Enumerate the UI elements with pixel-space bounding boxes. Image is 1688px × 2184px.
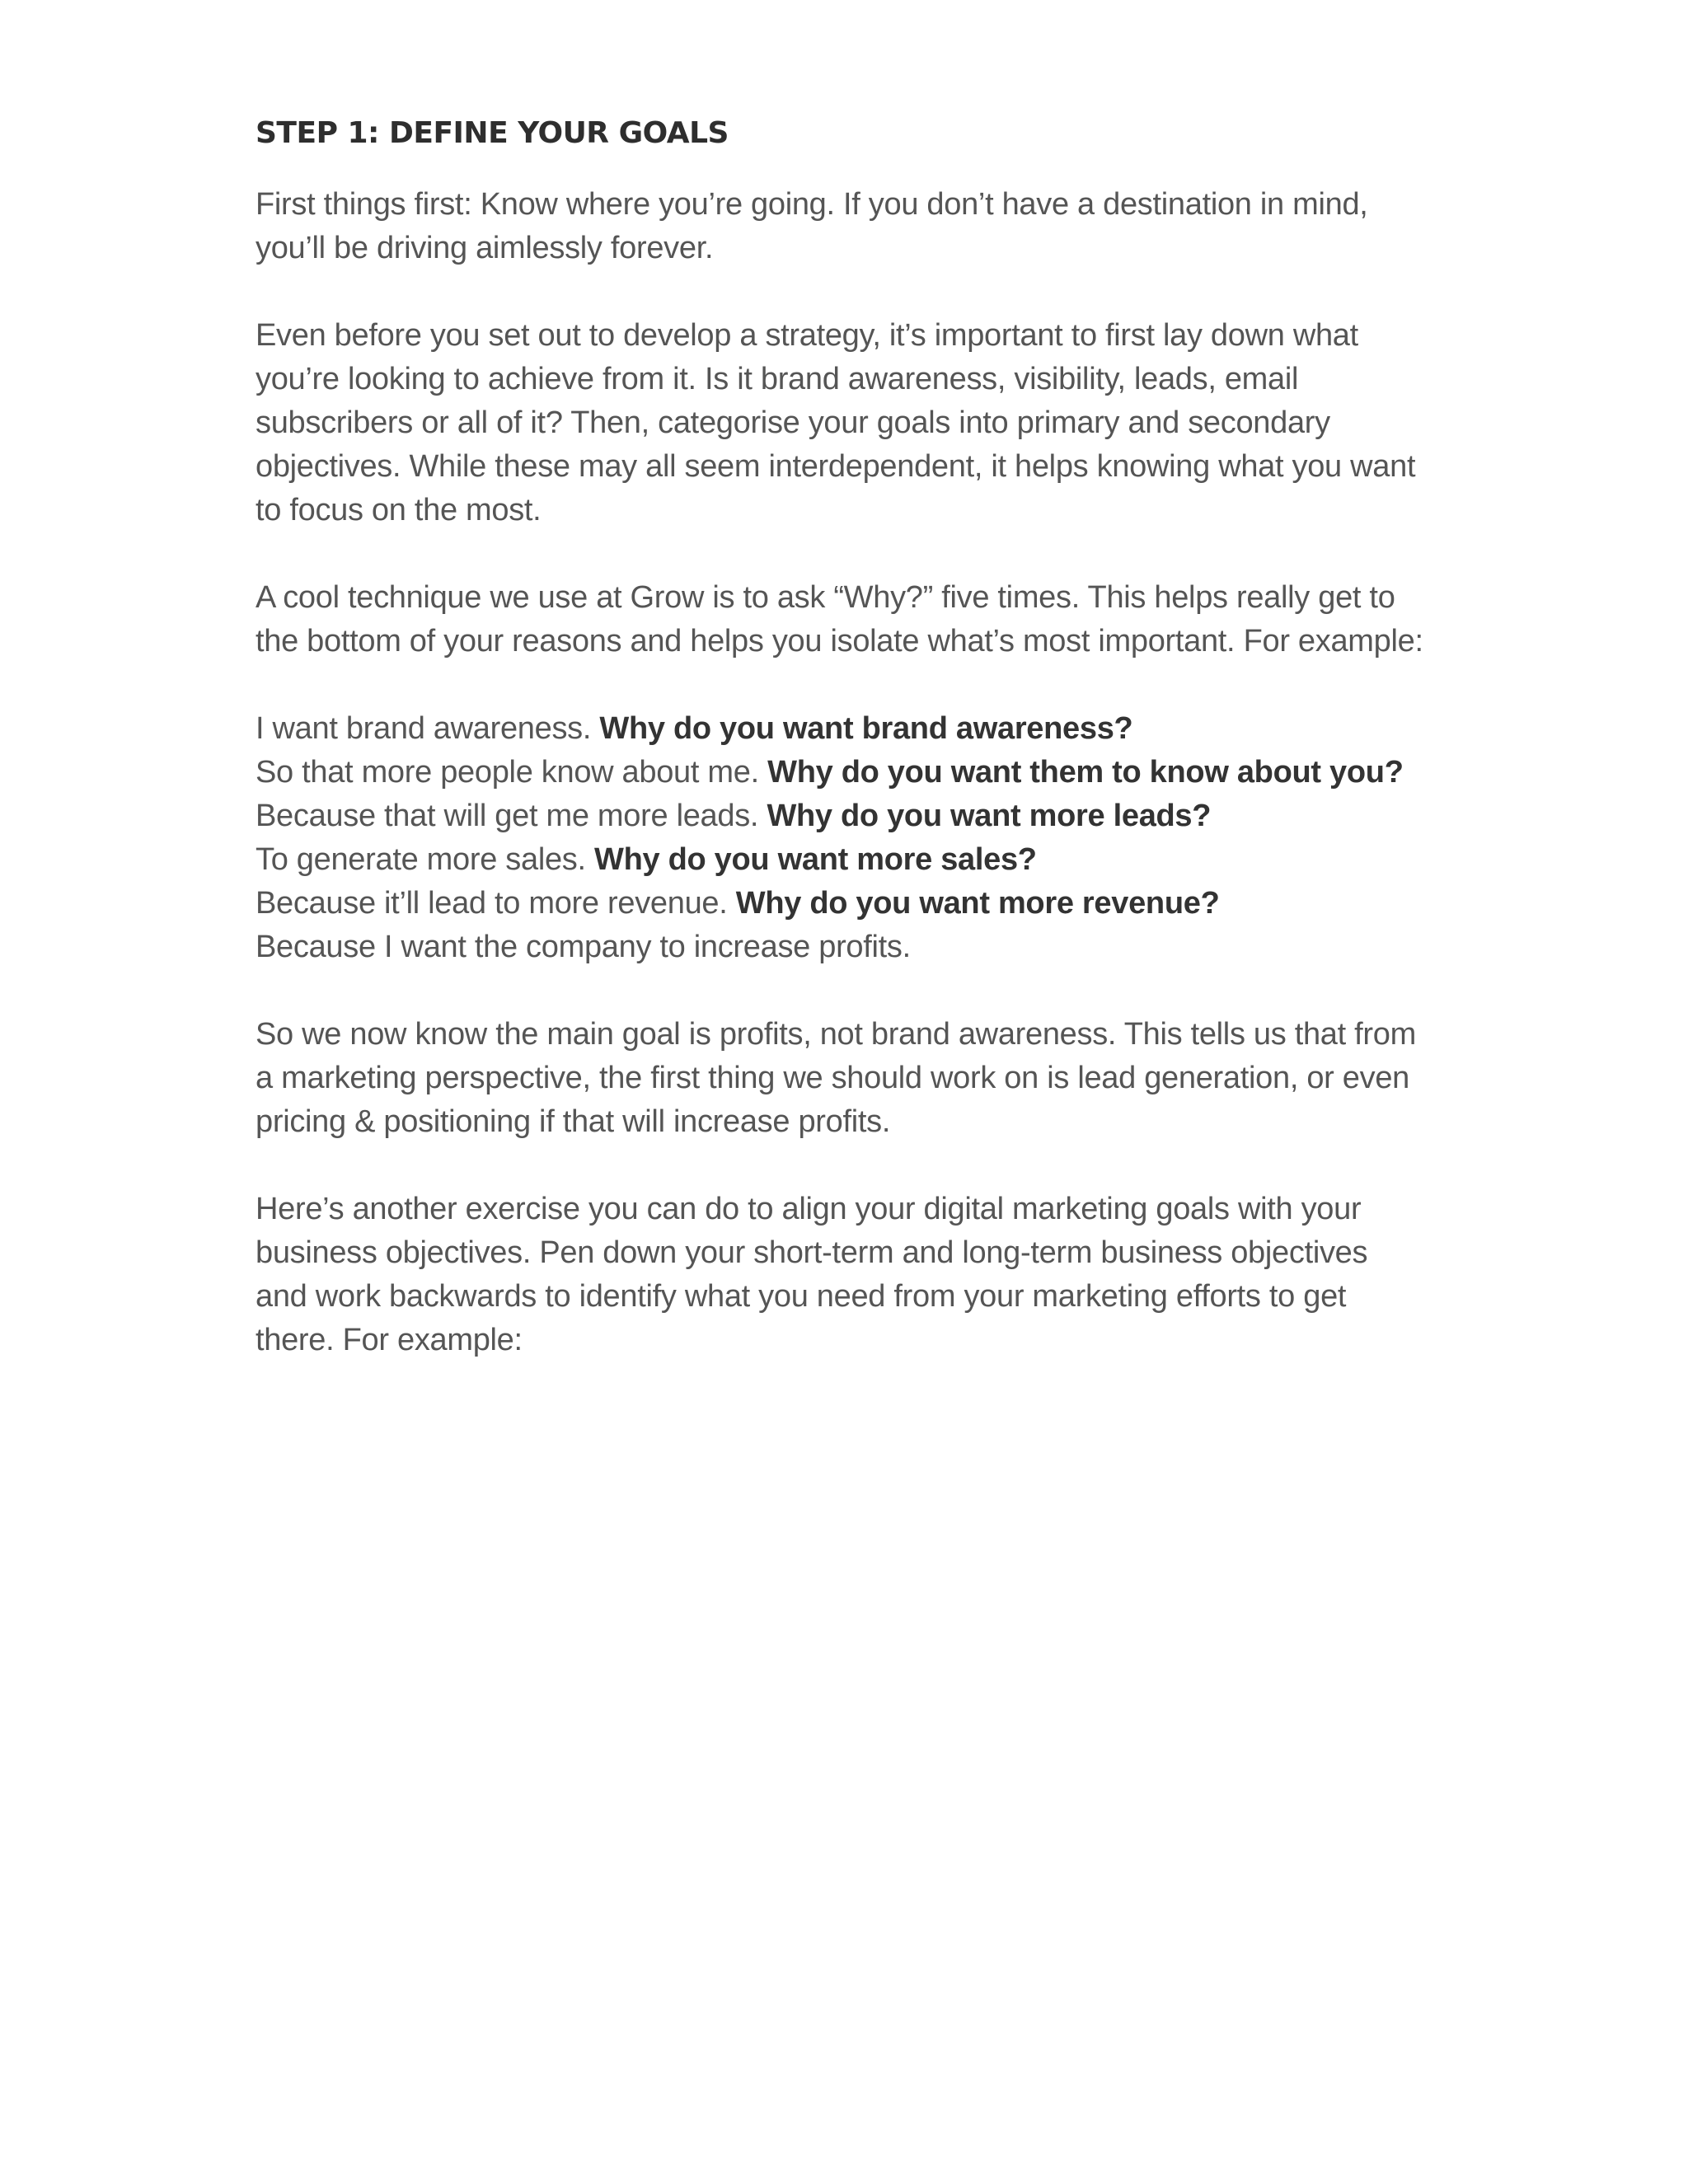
why-question: Why do you want them to know about you? (767, 755, 1404, 790)
why-answer: Because I want the company to increase profits. (256, 930, 911, 964)
paragraph-conclusion: So we now know the main goal is profits, not brand awareness. This tells us that from a marketing perspective, the first thing we should work on is lead generation, or even pricing & positioning if that will increase profits. (256, 1017, 1416, 1139)
why-question: Why do you want more sales? (594, 842, 1037, 877)
why-question: Why do you want more leads? (767, 799, 1212, 833)
paragraph-exercise: Here’s another exercise you can do to align your digital marketing goals with your business objectives. Pen down your short-term and long-term business objectives and work backwards to identify what you need from your marketing efforts to get there. For example: (256, 1192, 1368, 1357)
why-chain-line (256, 882, 1426, 926)
why-chain-line (256, 926, 1426, 969)
why-chain-line (256, 794, 1426, 838)
section-heading: STEP 1: DEFINE YOUR GOALS (256, 116, 729, 150)
why-chain-line (256, 707, 1426, 751)
why-chain (256, 707, 1426, 969)
why-answer: To generate more sales. (256, 842, 586, 877)
paragraph-intro: First things first: Know where you’re going. If you don’t have a destination in mind, you’ll be driving aimlessly forever. (256, 187, 1368, 265)
why-question: Why do you want more revenue? (735, 886, 1220, 921)
why-answer: I want brand awareness. (256, 711, 592, 746)
paragraph-strategy: Even before you set out to develop a strategy, it’s important to first lay down what you’re looking to achieve from it. Is it brand awareness, visibility, leads, email subscribers or all of it? Then, categorise your goals into primary and secondary objectives. While these may all seem interdependent, it helps knowing what you want to focus on the most. (256, 318, 1416, 527)
why-chain-line (256, 751, 1426, 794)
why-answer: So that more people know about me. (256, 755, 759, 790)
why-question: Why do you want brand awareness? (599, 711, 1133, 746)
document-page (256, 114, 1426, 1406)
why-chain-line (256, 838, 1426, 882)
why-answer: Because that will get me more leads. (256, 799, 759, 833)
why-answer: Because it’ll lead to more revenue. (256, 886, 728, 921)
paragraph-technique: A cool technique we use at Grow is to ask “Why?” five times. This helps really get to the bottom of your reasons and helps you isolate what’s most important. For example: (256, 580, 1423, 658)
